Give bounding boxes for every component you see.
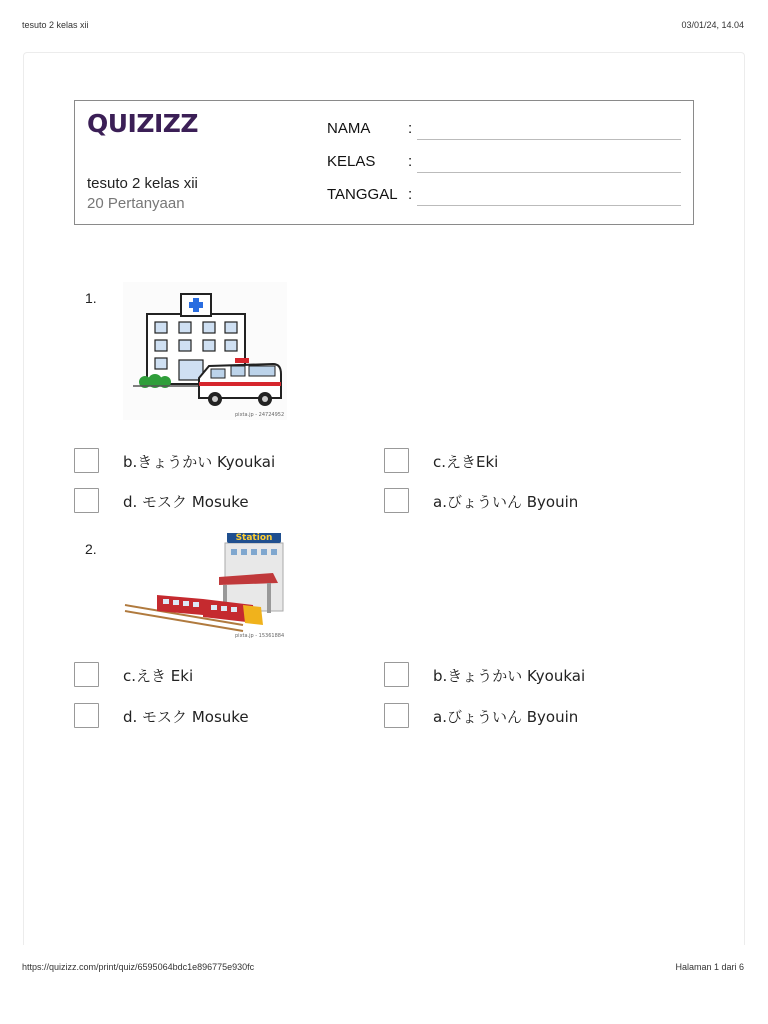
class-field[interactable] xyxy=(327,151,681,175)
q2-option-3[interactable] xyxy=(74,703,374,729)
page-number: Halaman 1 dari 6 xyxy=(675,962,744,972)
class-colon: : xyxy=(408,153,413,170)
q1-option-2[interactable] xyxy=(384,448,684,474)
date-label: TANGGAL xyxy=(327,186,398,203)
station-image xyxy=(123,533,293,641)
page-url: https://quizizz.com/print/quiz/6595064bdc1e896775e930fc xyxy=(22,962,255,972)
option-text: b.きょうかい Kyoukai xyxy=(123,453,276,471)
class-label: KELAS xyxy=(327,153,376,170)
q2-option-2[interactable] xyxy=(384,662,684,688)
q2-option-4[interactable] xyxy=(384,703,684,729)
q1-option-1[interactable] xyxy=(74,448,374,474)
checkbox[interactable] xyxy=(74,448,99,473)
name-label: NAMA xyxy=(327,120,371,137)
hospital-image xyxy=(123,282,287,420)
option-text: c.えき Eki xyxy=(123,667,194,685)
checkbox[interactable] xyxy=(384,488,409,513)
option-text: a.びょういん Byouin xyxy=(433,493,579,511)
print-datetime: 03/01/24, 14.04 xyxy=(681,20,744,30)
image-watermark: pixta.jp - 24724952 xyxy=(235,412,285,418)
option-text: c.えきEki xyxy=(433,453,499,471)
quizizz-logo: QUIZIZZ xyxy=(87,109,199,138)
q1-option-3[interactable] xyxy=(74,488,374,514)
option-text: d. モスク Mosuke xyxy=(123,493,249,511)
q1-option-4[interactable] xyxy=(384,488,684,514)
image-watermark: pixta.jp - 15361884 xyxy=(235,633,285,639)
print-title: tesuto 2 kelas xii xyxy=(22,20,89,30)
checkbox[interactable] xyxy=(74,662,99,687)
quiz-info-box xyxy=(74,100,694,225)
question-count: 20 Pertanyaan xyxy=(87,195,185,212)
name-line xyxy=(417,139,681,140)
print-footer xyxy=(22,962,744,972)
option-text: a.びょういん Byouin xyxy=(433,708,579,726)
class-line xyxy=(417,172,681,173)
question-number: 2. xyxy=(85,541,97,557)
q2-option-1[interactable] xyxy=(74,662,374,688)
option-text: b.きょうかい Kyoukai xyxy=(433,667,586,685)
checkbox[interactable] xyxy=(384,448,409,473)
option-text: d. モスク Mosuke xyxy=(123,708,249,726)
quiz-title: tesuto 2 kelas xii xyxy=(87,175,198,192)
print-header xyxy=(22,20,744,30)
date-colon: : xyxy=(408,186,413,203)
question-number: 1. xyxy=(85,290,97,306)
checkbox[interactable] xyxy=(74,488,99,513)
checkbox[interactable] xyxy=(74,703,99,728)
date-line xyxy=(417,205,681,206)
checkbox[interactable] xyxy=(384,703,409,728)
date-field[interactable] xyxy=(327,184,681,208)
name-colon: : xyxy=(408,120,413,137)
station-sign: Station xyxy=(235,533,273,543)
name-field[interactable] xyxy=(327,118,681,142)
checkbox[interactable] xyxy=(384,662,409,687)
